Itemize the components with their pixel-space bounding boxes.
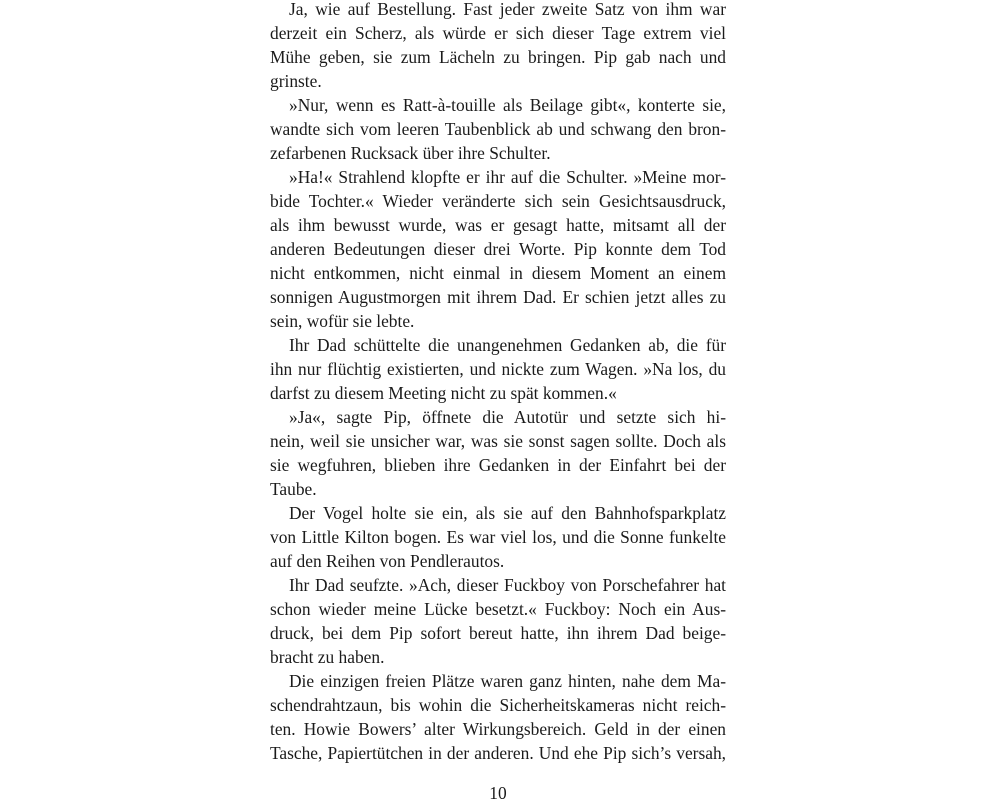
page-number: 10 [489,783,507,803]
text-line: zefarbenen Rucksack über ihre Schulter. [270,143,551,163]
text-line: Der Vogel holte sie ein, als sie auf den Bahnhofsparkplatz [289,503,726,523]
text-line: druck, bei dem Pip sofort bereut hatte, ihn ihrem Dad beige- [270,623,726,643]
text-line: »Ha!« Strahlend klopfte er ihr auf die Schulter. »Meine mor- [289,167,726,187]
text-line: bracht zu haben. [270,647,385,667]
text-line: »Nur, wenn es Ratt-à-touille als Beilage gibt«, konterte sie, [289,95,726,115]
text-line: nicht entkommen, nicht einmal in diesem Moment an einem [270,263,726,283]
text-line: Ihr Dad schüttelte die unangenehmen Gedanken ab, die für [289,335,726,355]
text-line: schon wieder meine Lücke besetzt.« Fuckboy: Noch ein Aus- [270,599,726,619]
text-line: bide Tochter.« Wieder veränderte sich sein Gesichtsausdruck, [270,191,726,211]
text-line: nein, weil sie unsicher war, was sie sonst sagen sollte. Doch als [270,431,726,451]
text-line: grinste. [270,71,322,91]
text-line: Tasche, Papiertütchen in der anderen. Und ehe Pip sich’s versah, [270,743,726,763]
text-line: derzeit ein Scherz, als würde er sich dieser Tage extrem viel [270,23,726,43]
text-line: auf den Reihen von Pendlerautos. [270,551,505,571]
text-line: sein, wofür sie lebte. [270,311,415,331]
text-line: wandte sich vom leeren Taubenblick ab und schwang den bron- [270,119,726,139]
text-line: als ihm bewusst wurde, was er gesagt hatte, mitsamt all der [270,215,726,235]
text-line: von Little Kilton bogen. Es war viel los, und die Sonne funkelte [270,527,726,547]
text-line: ten. Howie Bowers’ alter Wirkungsbereich. Geld in der einen [270,719,726,739]
text-line: Mühe geben, sie zum Lächeln zu bringen. Pip gab nach und [270,47,726,67]
text-line: darfst zu diesem Meeting nicht zu spät kommen.« [270,383,617,403]
text-line: schendrahtzaun, bis wohin die Sicherheitskameras nicht reich- [270,695,726,715]
text-line: anderen Bedeutungen dieser drei Worte. Pip konnte dem Tod [270,239,726,259]
text-line: sie wegfuhren, blieben ihre Gedanken in der Einfahrt bei der [270,455,726,475]
text-line: ihn nur flüchtig existierten, und nickte zum Wagen. »Na los, du [270,359,726,379]
text-line: Taube. [270,479,317,499]
text-line: sonnigen Augustmorgen mit ihrem Dad. Er schien jetzt alles zu [270,287,726,307]
text-line: »Ja«, sagte Pip, öffnete die Autotür und setzte sich hi- [289,407,726,427]
text-line: Die einzigen freien Plätze waren ganz hinten, nahe dem Ma- [289,671,726,691]
text-line: Ihr Dad seufzte. »Ach, dieser Fuckboy von Porschefahrer hat [289,575,726,595]
body-text [270,0,726,765]
text-line: Ja, wie auf Bestellung. Fast jeder zweite Satz von ihm war [289,0,726,19]
